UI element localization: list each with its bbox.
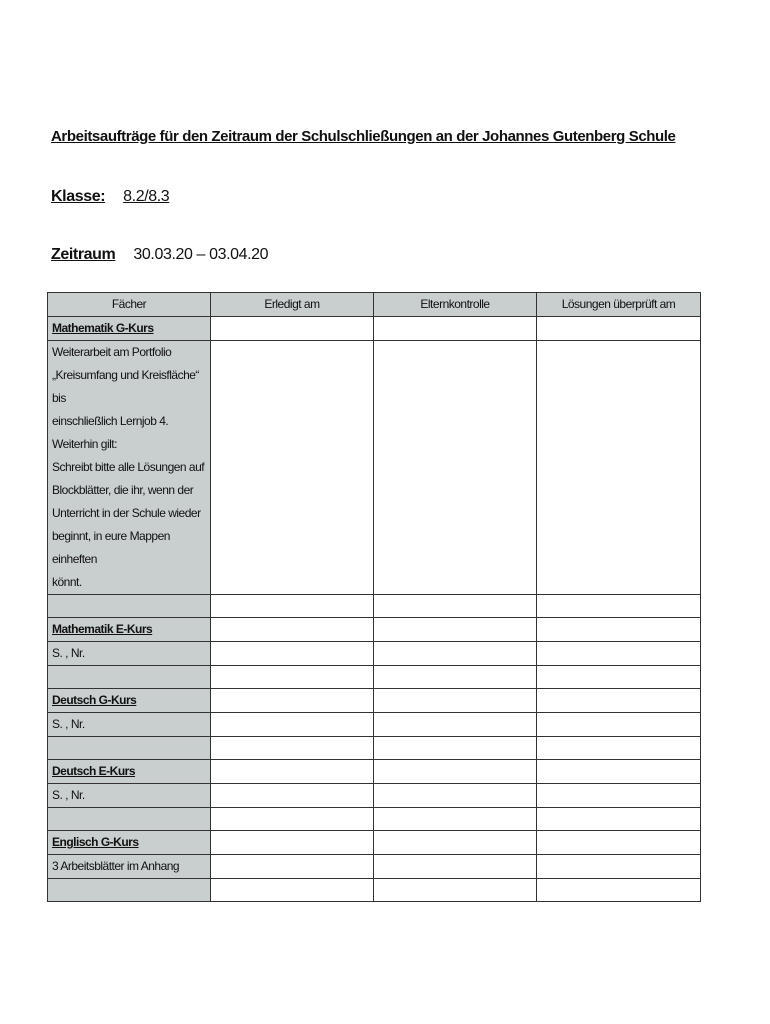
parent-check-cell[interactable] [374, 713, 537, 737]
parent-check-cell[interactable] [374, 666, 537, 689]
subject-cell [48, 595, 211, 618]
subject-cell: S. , Nr. [48, 713, 211, 737]
subject-title-cell: Deutsch G-Kurs [48, 689, 211, 713]
solutions-checked-cell[interactable] [537, 341, 701, 595]
done-date-cell[interactable] [211, 784, 374, 808]
table-row [48, 618, 701, 642]
solutions-checked-cell[interactable] [537, 317, 701, 341]
subject-cell [48, 737, 211, 760]
parent-check-cell[interactable] [374, 879, 537, 902]
class-line [51, 188, 169, 206]
done-date-cell[interactable] [211, 831, 374, 855]
parent-check-cell[interactable] [374, 595, 537, 618]
table-row [48, 855, 701, 879]
column-header: Fächer [48, 293, 211, 317]
period-value: 30.03.20 – 03.04.20 [133, 246, 269, 263]
parent-check-cell[interactable] [374, 855, 537, 879]
done-date-cell[interactable] [211, 341, 374, 595]
table-row [48, 317, 701, 341]
done-date-cell[interactable] [211, 808, 374, 831]
solutions-checked-cell[interactable] [537, 595, 701, 618]
parent-check-cell[interactable] [374, 642, 537, 666]
period-label: Zeitraum [51, 246, 116, 263]
document-title: Arbeitsaufträge für den Zeitraum der Schulschließungen an der Johannes Gutenberg Schule [51, 128, 676, 145]
table-row [48, 666, 701, 689]
solutions-checked-cell[interactable] [537, 642, 701, 666]
table-row [48, 642, 701, 666]
subject-cell: S. , Nr. [48, 642, 211, 666]
parent-check-cell[interactable] [374, 689, 537, 713]
solutions-checked-cell[interactable] [537, 784, 701, 808]
table-body [48, 317, 701, 902]
done-date-cell[interactable] [211, 618, 374, 642]
solutions-checked-cell[interactable] [537, 760, 701, 784]
table-row [48, 808, 701, 831]
parent-check-cell[interactable] [374, 784, 537, 808]
column-header: Elternkontrolle [374, 293, 537, 317]
subject-cell [48, 879, 211, 902]
done-date-cell[interactable] [211, 689, 374, 713]
class-label: Klasse: [51, 188, 106, 205]
assignment-table [47, 292, 701, 902]
subject-title-cell: Deutsch E-Kurs [48, 760, 211, 784]
parent-check-cell[interactable] [374, 760, 537, 784]
table-row [48, 737, 701, 760]
parent-check-cell[interactable] [374, 618, 537, 642]
column-header: Lösungen überprüft am [537, 293, 701, 317]
table-row [48, 879, 701, 902]
subject-cell: Weiterarbeit am Portfolio „Kreisumfang und Kreisfläche“ bis einschließlich Lernjob 4. Weiterhin gilt: Schreibt bitte alle Lösungen auf Blockblätter, die ihr, wenn der Unterricht in der Schule wieder beginnt, in eure Mappen einheften könnt. [48, 341, 211, 595]
table-row [48, 831, 701, 855]
done-date-cell[interactable] [211, 642, 374, 666]
table-row [48, 784, 701, 808]
parent-check-cell[interactable] [374, 808, 537, 831]
solutions-checked-cell[interactable] [537, 808, 701, 831]
subject-cell: 3 Arbeitsblätter im Anhang [48, 855, 211, 879]
solutions-checked-cell[interactable] [537, 713, 701, 737]
table-row [48, 341, 701, 595]
subject-title-cell: Englisch G-Kurs [48, 831, 211, 855]
solutions-checked-cell[interactable] [537, 855, 701, 879]
solutions-checked-cell[interactable] [537, 879, 701, 902]
table-row [48, 713, 701, 737]
solutions-checked-cell[interactable] [537, 689, 701, 713]
done-date-cell[interactable] [211, 713, 374, 737]
class-value: 8.2/8.3 [123, 188, 170, 205]
table-row [48, 760, 701, 784]
parent-check-cell[interactable] [374, 831, 537, 855]
column-header: Erledigt am [211, 293, 374, 317]
done-date-cell[interactable] [211, 879, 374, 902]
table-header-row [48, 293, 701, 317]
solutions-checked-cell[interactable] [537, 618, 701, 642]
done-date-cell[interactable] [211, 666, 374, 689]
done-date-cell[interactable] [211, 317, 374, 341]
done-date-cell[interactable] [211, 595, 374, 618]
solutions-checked-cell[interactable] [537, 831, 701, 855]
solutions-checked-cell[interactable] [537, 737, 701, 760]
table-row [48, 689, 701, 713]
done-date-cell[interactable] [211, 737, 374, 760]
period-line [51, 246, 268, 264]
parent-check-cell[interactable] [374, 317, 537, 341]
subject-cell [48, 808, 211, 831]
solutions-checked-cell[interactable] [537, 666, 701, 689]
subject-cell: S. , Nr. [48, 784, 211, 808]
subject-cell [48, 666, 211, 689]
done-date-cell[interactable] [211, 855, 374, 879]
table-row [48, 595, 701, 618]
parent-check-cell[interactable] [374, 737, 537, 760]
parent-check-cell[interactable] [374, 341, 537, 595]
subject-title-cell: Mathematik G-Kurs [48, 317, 211, 341]
subject-title-cell: Mathematik E-Kurs [48, 618, 211, 642]
done-date-cell[interactable] [211, 760, 374, 784]
